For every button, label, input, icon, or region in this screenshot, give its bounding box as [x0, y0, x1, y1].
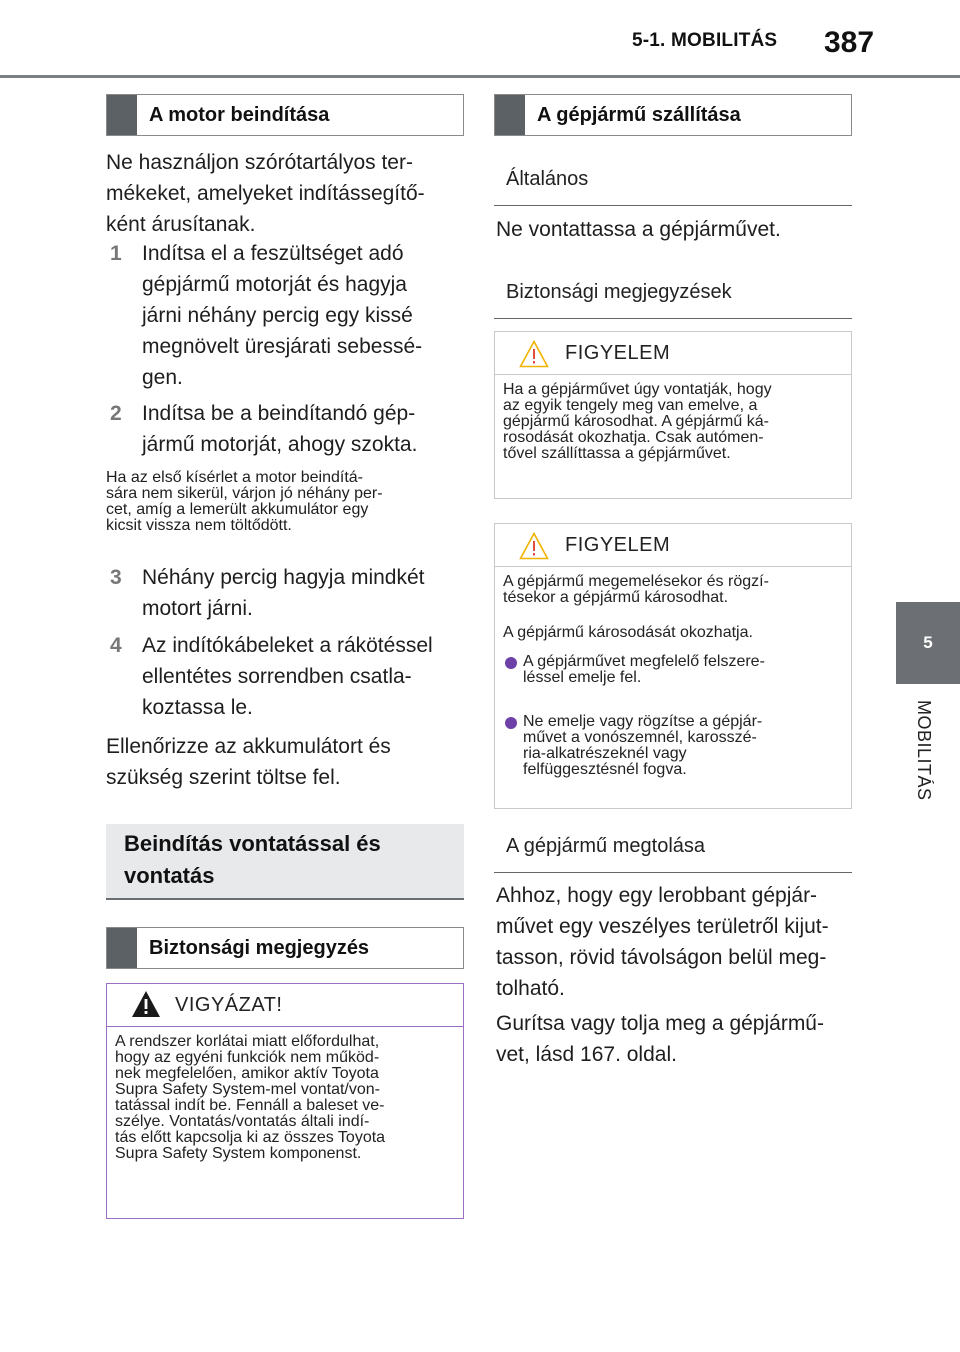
note-paragraph: [106, 470, 383, 534]
step-line: koztassa le.: [142, 696, 253, 719]
step-number: 3: [110, 566, 122, 589]
caution-text-2: A gépjármű károsodását okozhatja.: [503, 624, 753, 641]
warning-line: szélye. Vontatás/vontatás általi indí-: [115, 1113, 370, 1130]
step-text: [142, 398, 417, 460]
header-rule: [0, 75, 960, 78]
chapter-label-text: MOBILITÁS: [914, 700, 934, 801]
warning-line: Supra Safety System komponenst.: [115, 1145, 362, 1162]
step-line: gépjármű motorját és hagyja: [142, 273, 407, 296]
step-2: [110, 398, 460, 462]
heading-bar: [495, 95, 525, 135]
step-line: Indítsa el a feszültséget adó: [142, 242, 404, 265]
warning-triangle-icon: [131, 990, 161, 1018]
push-paragraph: [496, 880, 829, 1004]
push-line: tasson, rövid távolságon belül meg-: [496, 946, 827, 969]
heading-text: Biztonsági megjegyzés: [149, 936, 370, 959]
caution-line: tésekor a gépjármű károsodhat.: [503, 589, 729, 606]
warning-line: hogy az egyéni funkciók nem működ-: [115, 1049, 380, 1066]
intro-line: Ne használjon szórótartályos ter-: [106, 151, 413, 174]
caution-box-1: [494, 331, 852, 499]
caution-triangle-icon: [519, 532, 549, 560]
caution-header: [495, 524, 851, 567]
outro-line: szükség szerint töltse fel.: [106, 766, 341, 789]
section-heading-line: vontatás: [124, 863, 215, 888]
outro-paragraph: [106, 731, 391, 793]
step-line: Néhány percig hagyja mindkét: [142, 566, 425, 589]
heading-bar: [107, 95, 137, 135]
caution-title: FIGYELEM: [565, 534, 671, 556]
caution-text: [503, 574, 848, 606]
caution-line: gépjármű károsodhat. A gépjármű ká-: [503, 413, 769, 430]
chapter-number: 5: [923, 633, 933, 652]
caution-box-2: [494, 523, 852, 809]
note-line: kicsit vissza nem töltődött.: [106, 517, 292, 534]
warning-box: [106, 983, 464, 1219]
step-line: megnövelt üresjárati sebessé-: [142, 335, 423, 358]
caution-line: Ha a gépjárművet úgy vontatják, hogy: [503, 381, 772, 398]
warning-line: tatással indít be. Fennáll a baleset ve-: [115, 1097, 385, 1114]
warning-line: A rendszer korlátai miatt előfordulhat,: [115, 1033, 380, 1050]
note-line: Ha az első kísérlet a motor beindítá-: [106, 469, 364, 486]
step-line: gen.: [142, 366, 183, 389]
note-line: sára nem sikerül, várjon jó néhány per-: [106, 485, 383, 502]
caution-header: [495, 332, 851, 375]
heading-text: A gépjármű szállítása: [537, 103, 741, 126]
roll-line: Gurítsa vagy tolja meg a gépjármű-: [496, 1012, 824, 1035]
step-text: [142, 238, 422, 393]
step-line: motort járni.: [142, 597, 253, 620]
heading-bar: [107, 928, 137, 968]
outro-line: Ellenőrizze az akkumulátort és: [106, 735, 391, 758]
no-tow-paragraph: Ne vontattassa a gépjárművet.: [496, 218, 781, 241]
section-title: 5-1. MOBILITÁS: [632, 30, 778, 51]
caution-bullet-1: [523, 654, 848, 686]
intro-paragraph: [106, 147, 425, 240]
heading-text: A motor beindítása: [149, 103, 330, 126]
caution-triangle-icon: [519, 340, 549, 368]
heading-motor-start: [106, 94, 464, 136]
section-heading-line: Beindítás vontatással és: [124, 831, 381, 856]
step-1: [110, 238, 460, 398]
caution-bullet-2: [523, 714, 848, 778]
chapter-tab[interactable]: [896, 602, 960, 684]
bullet-dot: [505, 717, 517, 729]
bullet-line: felfüggesztésnél fogva.: [523, 761, 687, 778]
step-4: [110, 630, 460, 726]
intro-line: ként árusítanak.: [106, 213, 256, 236]
warning-header: [107, 984, 463, 1027]
warning-line: nek megfelelően, amikor aktív Toyota: [115, 1065, 379, 1082]
bullet-line: A gépjárművet megfelelő felszere-: [523, 653, 765, 670]
bullet-line: ria-alkatrészeknél vagy: [523, 745, 687, 762]
subheading-general: Általános: [494, 168, 852, 206]
caution-line: tővel szállíttassa a gépjárművet.: [503, 445, 731, 462]
roll-line: vet, lásd 167. oldal.: [496, 1043, 677, 1066]
push-line: művet egy veszélyes területről kijut-: [496, 915, 829, 938]
warning-title: VIGYÁZAT!: [175, 994, 283, 1016]
page-number: 387: [824, 26, 875, 59]
step-line: ellentétes sorrendben csatla-: [142, 665, 412, 688]
chapter-label: [904, 700, 944, 830]
roll-paragraph: [496, 1008, 824, 1070]
caution-title: FIGYELEM: [565, 342, 671, 364]
warning-line: tás előtt kapcsolja ki az összes Toyota: [115, 1129, 386, 1146]
push-line: tolható.: [496, 977, 565, 1000]
intro-line: mékeket, amelyeket indítássegítő-: [106, 182, 425, 205]
step-line: járni néhány percig egy kissé: [142, 304, 413, 327]
warning-text: [115, 1034, 460, 1162]
step-text: [142, 630, 433, 723]
step-line: Az indítókábeleket a rákötéssel: [142, 634, 433, 657]
step-number: 2: [110, 402, 122, 425]
warning-line: Supra Safety System-mel vontat/von-: [115, 1081, 380, 1098]
bullet-dot: [505, 657, 517, 669]
bullet-line: Ne emelje vagy rögzítse a gépjár-: [523, 713, 763, 730]
heading-vehicle-transport: [494, 94, 852, 136]
subheading-push-vehicle: A gépjármű megtolása: [494, 835, 852, 873]
bullet-line: művet a vonószemnél, karosszé-: [523, 729, 757, 746]
step-number: 1: [110, 242, 122, 265]
heading-safety-note: [106, 927, 464, 969]
step-3: [110, 562, 460, 626]
section-heading-tow-start: [106, 824, 464, 900]
push-line: Ahhoz, hogy egy lerobbant gépjár-: [496, 884, 818, 907]
step-number: 4: [110, 634, 122, 657]
caution-line: az egyik tengely meg van emelve, a: [503, 397, 758, 414]
caution-text: [503, 382, 848, 462]
subheading-safety-notes: Biztonsági megjegyzések: [494, 281, 852, 319]
step-line: jármű motorját, ahogy szokta.: [142, 433, 418, 456]
step-line: Indítsa be a beindítandó gép-: [142, 402, 416, 425]
step-text: [142, 562, 425, 624]
caution-line: rosodását okozhatja. Csak autómen-: [503, 429, 764, 446]
bullet-line: léssel emelje fel.: [523, 669, 642, 686]
note-line: cet, amíg a lemerült akkumulátor egy: [106, 501, 369, 518]
caution-line: A gépjármű megemelésekor és rögzí-: [503, 573, 769, 590]
